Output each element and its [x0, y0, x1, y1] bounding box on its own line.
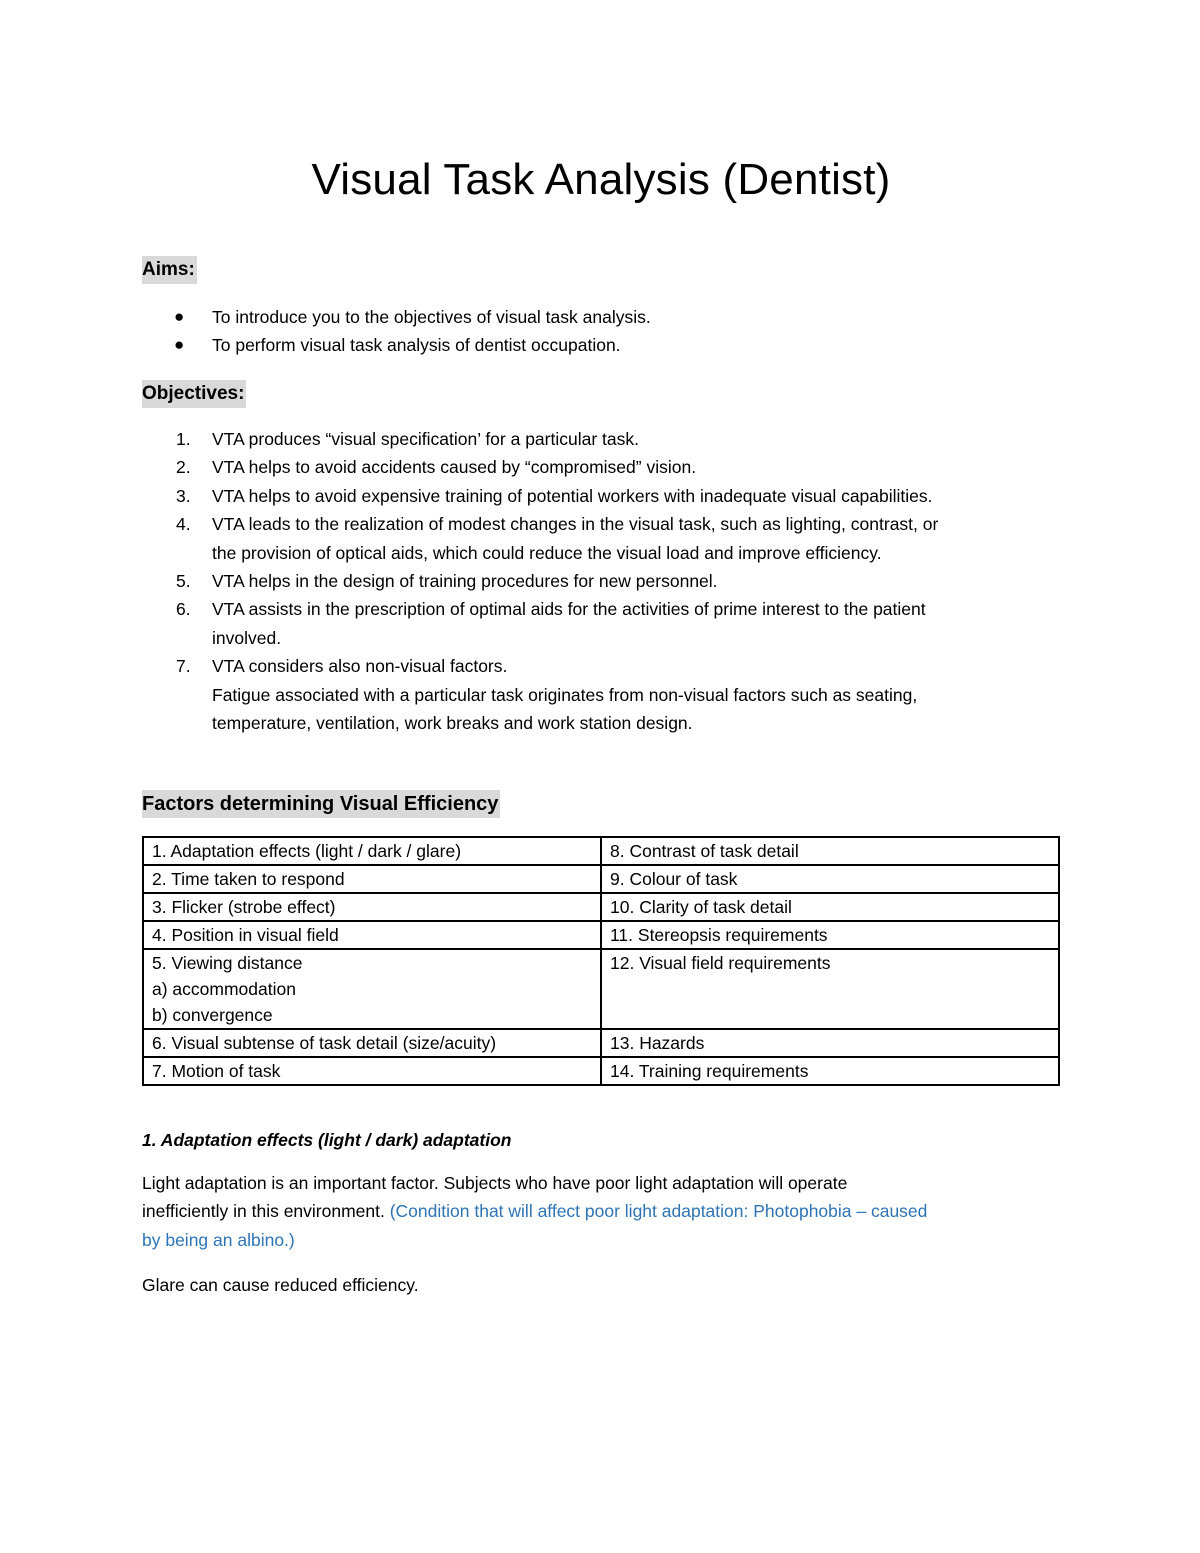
table-cell: 14. Training requirements [601, 1057, 1059, 1085]
aims-heading: Aims: [142, 256, 197, 284]
table-cell: 7. Motion of task [143, 1057, 601, 1085]
table-row [143, 921, 1059, 949]
bullet-icon: ● [174, 307, 185, 326]
table-cell: 6. Visual subtense of task detail (size/acuity) [143, 1029, 601, 1057]
list-item: ● To perform visual task analysis of dentist occupation. [142, 331, 1060, 359]
list-item: ● To introduce you to the objectives of visual task analysis. [142, 303, 1060, 331]
table-cell: 3. Flicker (strobe effect) [143, 893, 601, 921]
note-text: (Condition that will affect poor light adaptation: Photophobia – caused [389, 1201, 928, 1222]
table-cell: 11. Stereopsis requirements [601, 921, 1059, 949]
table-cell: 12. Visual field requirements [601, 949, 1059, 1029]
factors-heading: Factors determining Visual Efficiency [142, 790, 500, 818]
list-item: 4. VTA leads to the realization of modest changes in the visual task, such as lighting, contrast, or the provision of optical aids, which could reduce the visual load and improve efficiency. [176, 514, 939, 563]
table-cell: 13. Hazards [601, 1029, 1059, 1057]
list-item: 5. VTA helps in the design of training procedures for new personnel. [176, 571, 718, 592]
factors-table [142, 836, 1060, 1086]
table-cell: 4. Position in visual field [143, 921, 601, 949]
list-item: 6. VTA assists in the prescription of optimal aids for the activities of prime interest to the patient involved. [176, 599, 926, 648]
list-item: 1. VTA produces “visual specification’ for a particular task. [176, 429, 639, 449]
table-cell: 10. Clarity of task detail [601, 893, 1059, 921]
objectives-heading: Objectives: [142, 380, 246, 408]
table-cell: 5. Viewing distance a) accommodation b) convergence [143, 949, 601, 1029]
list-item: 7. VTA considers also non-visual factors. Fatigue associated with a particular task originates from non-visual factors such as seating, temperature, ventilation, work breaks and work station design. [176, 656, 918, 734]
table-row [143, 1029, 1059, 1057]
aims-list [142, 303, 1060, 360]
bullet-icon: ● [174, 335, 185, 355]
table-row [143, 1057, 1059, 1085]
table-cell: 2. Time taken to respond [143, 865, 601, 893]
table-row [143, 893, 1059, 921]
list-item: 3. VTA helps to avoid expensive training of potential workers with inadequate visual capabilities. [176, 485, 933, 506]
table-cell: 9. Colour of task [601, 865, 1059, 893]
page-title: Visual Task Analysis (Dentist) [311, 155, 891, 204]
paragraph: Light adaptation is an important factor. Subjects who have poor light adaptation will operate inefficiently in this environment. (Condition that will affect poor light adaptation: Photophobia – caused by being an albino.) [142, 1173, 928, 1250]
table-cell: 1. Adaptation effects (light / dark / glare) [143, 837, 601, 865]
table-row [143, 865, 1059, 893]
table-row [143, 837, 1059, 865]
list-item: 2. VTA helps to avoid accidents caused by “compromised” vision. [176, 457, 697, 478]
table-cell: 8. Contrast of task detail [601, 837, 1059, 865]
paragraph: Glare can cause reduced efficiency. [142, 1275, 419, 1295]
table-row [143, 949, 1059, 1029]
objectives-list [142, 425, 1060, 737]
note-text: by being an albino.) [142, 1229, 295, 1250]
section-heading: 1. Adaptation effects (light / dark) adaptation [142, 1130, 512, 1150]
